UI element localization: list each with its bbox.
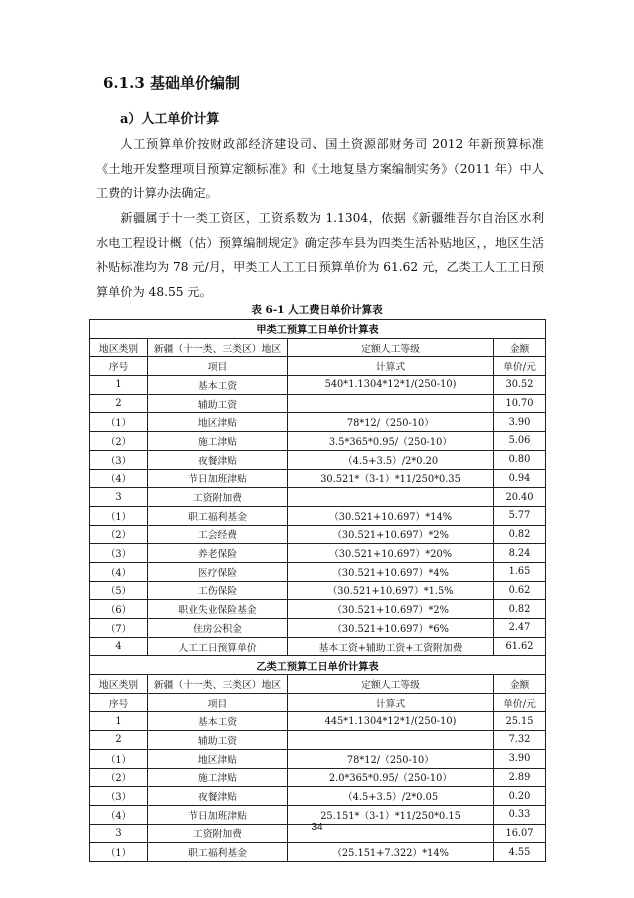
cell-no: （3） (90, 544, 148, 563)
cell-formula: 30.521*（3-1）*11/250*0.35 (288, 469, 494, 488)
cell-no: 1 (90, 712, 148, 731)
header-cell: 计算式 (288, 693, 494, 712)
cell-price: 3.90 (494, 413, 546, 432)
cell-no: （5） (90, 581, 148, 600)
cell-no: （1） (90, 843, 148, 862)
header-cell: 单价/元 (494, 693, 546, 712)
cell-formula: （25.151+7.322）*14% (288, 843, 494, 862)
cell-price: 0.82 (494, 600, 546, 619)
cell-formula: （4.5+3.5）/2*0.20 (288, 450, 494, 469)
header-cell: 项目 (148, 357, 288, 376)
table-row (90, 469, 546, 488)
page-number: 34 (311, 822, 323, 833)
header-cell: 地区类别 (90, 338, 148, 357)
table-row (90, 488, 546, 507)
table-row (90, 432, 546, 451)
cell-price: 30.52 (494, 376, 546, 395)
cell-formula: （4.5+3.5）/2*0.05 (288, 787, 494, 806)
table-row (90, 619, 546, 638)
header-cell: 计算式 (288, 357, 494, 376)
cell-formula: 3.5*365*0.95/（250-10） (288, 432, 494, 451)
section-title: 甲类工预算工日单价计算表 (90, 320, 546, 339)
cell-no: （1） (90, 749, 148, 768)
cell-item: 夜餐津贴 (148, 450, 288, 469)
cell-price: 1.65 (494, 562, 546, 581)
cell-formula (288, 488, 494, 507)
header-cell: 金额 (494, 675, 546, 694)
cell-item: 工资附加费 (148, 824, 288, 843)
table-header-row (90, 675, 546, 694)
cell-price: 8.24 (494, 544, 546, 563)
table-row (90, 562, 546, 581)
table-header-row (90, 357, 546, 376)
cell-price: 16.07 (494, 824, 546, 843)
table-row (90, 450, 546, 469)
cell-formula: （30.521+10.697）*2% (288, 525, 494, 544)
cell-no: （6） (90, 600, 148, 619)
cell-price: 61.62 (494, 637, 546, 656)
header-cell: 序号 (90, 357, 148, 376)
cell-item: 地区津贴 (148, 413, 288, 432)
cell-price: 0.94 (494, 469, 546, 488)
cell-formula: （30.521+10.697）*4% (288, 562, 494, 581)
cell-item: 辅助工资 (148, 394, 288, 413)
cell-formula: 445*1.1304*12*1/(250-10) (288, 712, 494, 731)
header-cell: 项目 (148, 693, 288, 712)
cell-no: （2） (90, 768, 148, 787)
cell-item: 地区津贴 (148, 749, 288, 768)
table-caption: 表 6-1 人工费日单价计算表 (251, 304, 383, 316)
cell-price: 3.90 (494, 749, 546, 768)
cell-formula: 2.0*365*0.95/（250-10） (288, 768, 494, 787)
cell-price: 5.06 (494, 432, 546, 451)
cell-price: 2.47 (494, 619, 546, 638)
header-cell: 序号 (90, 693, 148, 712)
cell-item: 节日加班津贴 (148, 469, 288, 488)
cell-price: 20.40 (494, 488, 546, 507)
section-title-row (90, 320, 546, 339)
cell-price: 0.80 (494, 450, 546, 469)
cell-price: 0.20 (494, 787, 546, 806)
paragraph-2: 新疆属于十一类工资区，工资系数为 1.1304，依据《新疆维吾尔自治区水利水电工程设计概（估）预算编制规定》确定莎车县为四类生活补贴地区，，地区生活补贴标准均为 78 元/月，甲类工人工工日预算单价为 61.62 元，乙类工人工工日预算单价为 48.55 元。 (96, 211, 544, 299)
header-cell: 定额人工等级 (288, 675, 494, 694)
section-title: 乙类工预算工日单价计算表 (90, 656, 546, 675)
cell-formula: （30.521+10.697）*1.5% (288, 581, 494, 600)
cell-no: 1 (90, 376, 148, 395)
paragraph-1: 人工预算单价按财政部经济建设司、国土资源部财务司 2012 年新预算标准《土地开发整理项目预算定额标准》和《土地复垦方案编制实务》（2011 年）中人工费的计算办法确定。 (96, 137, 544, 200)
cell-formula: 25.151*（3-1）*11/250*0.15 (288, 805, 494, 824)
cell-no: （3） (90, 787, 148, 806)
cell-formula: （30.521+10.697）*6% (288, 619, 494, 638)
cell-item: 夜餐津贴 (148, 787, 288, 806)
table-row (90, 544, 546, 563)
cell-item: 人工工日预算单价 (148, 637, 288, 656)
cell-item: 节日加班津贴 (148, 805, 288, 824)
section-heading: 6.1.3 基础单价编制 (103, 74, 240, 92)
cell-formula: （30.521+10.697）*2% (288, 600, 494, 619)
cell-item: 工伤保险 (148, 581, 288, 600)
header-cell: 新疆（十一类、三类区）地区 (148, 338, 288, 357)
header-cell: 定额人工等级 (288, 338, 494, 357)
table-row (90, 731, 546, 750)
table-row (90, 525, 546, 544)
cell-price: 7.32 (494, 731, 546, 750)
table-row (90, 413, 546, 432)
cell-no: （4） (90, 562, 148, 581)
table-row (90, 581, 546, 600)
cell-item: 施工津贴 (148, 432, 288, 451)
table-row (90, 376, 546, 395)
cell-item: 住房公积金 (148, 619, 288, 638)
cell-no: （3） (90, 450, 148, 469)
table-header-row (90, 338, 546, 357)
cell-item: 工会经费 (148, 525, 288, 544)
cell-price: 4.55 (494, 843, 546, 862)
subsection-heading: a）人工单价计算 (120, 112, 220, 127)
cell-item: 养老保险 (148, 544, 288, 563)
cell-formula: 78*12/（250-10） (288, 749, 494, 768)
cell-item: 辅助工资 (148, 731, 288, 750)
cell-no: （1） (90, 506, 148, 525)
cell-formula: 540*1.1304*12*1/(250-10) (288, 376, 494, 395)
table-header-row (90, 693, 546, 712)
cell-no: （2） (90, 432, 148, 451)
header-cell: 单价/元 (494, 357, 546, 376)
table-row (90, 506, 546, 525)
table-row (90, 394, 546, 413)
section-title-row (90, 656, 546, 675)
cell-price: 2.89 (494, 768, 546, 787)
table-row (90, 768, 546, 787)
table-row (90, 637, 546, 656)
labor-cost-table (89, 319, 546, 862)
cell-no: 4 (90, 637, 148, 656)
table-row (90, 600, 546, 619)
cell-no: 2 (90, 731, 148, 750)
cell-no: （2） (90, 525, 148, 544)
cell-item: 基本工资 (148, 712, 288, 731)
cell-formula: 78*12/（250-10） (288, 413, 494, 432)
cell-item: 施工津贴 (148, 768, 288, 787)
cell-formula: （30.521+10.697）*14% (288, 506, 494, 525)
cell-item: 职工福利基金 (148, 843, 288, 862)
header-cell: 地区类别 (90, 675, 148, 694)
cell-item: 医疗保险 (148, 562, 288, 581)
cell-item: 职工福利基金 (148, 506, 288, 525)
cell-no: （1） (90, 413, 148, 432)
cell-no: 2 (90, 394, 148, 413)
cell-item: 工资附加费 (148, 488, 288, 507)
cell-price: 25.15 (494, 712, 546, 731)
cell-item: 基本工资 (148, 376, 288, 395)
cell-item: 职业失业保险基金 (148, 600, 288, 619)
table-row (90, 749, 546, 768)
header-cell: 新疆（十一类、三类区）地区 (148, 675, 288, 694)
cell-formula (288, 394, 494, 413)
cell-formula: 基本工资+辅助工资+工资附加费 (288, 637, 494, 656)
cell-no: （4） (90, 805, 148, 824)
cell-no: （4） (90, 469, 148, 488)
cell-price: 0.62 (494, 581, 546, 600)
cell-price: 0.33 (494, 805, 546, 824)
cell-formula: （30.521+10.697）*20% (288, 544, 494, 563)
cell-price: 5.77 (494, 506, 546, 525)
cell-formula (288, 731, 494, 750)
cell-price: 10.70 (494, 394, 546, 413)
cell-no: 3 (90, 824, 148, 843)
cell-no: 3 (90, 488, 148, 507)
header-cell: 金额 (494, 338, 546, 357)
table-row (90, 843, 546, 862)
cell-price: 0.82 (494, 525, 546, 544)
table-row (90, 712, 546, 731)
table-row (90, 787, 546, 806)
cell-no: （7） (90, 619, 148, 638)
